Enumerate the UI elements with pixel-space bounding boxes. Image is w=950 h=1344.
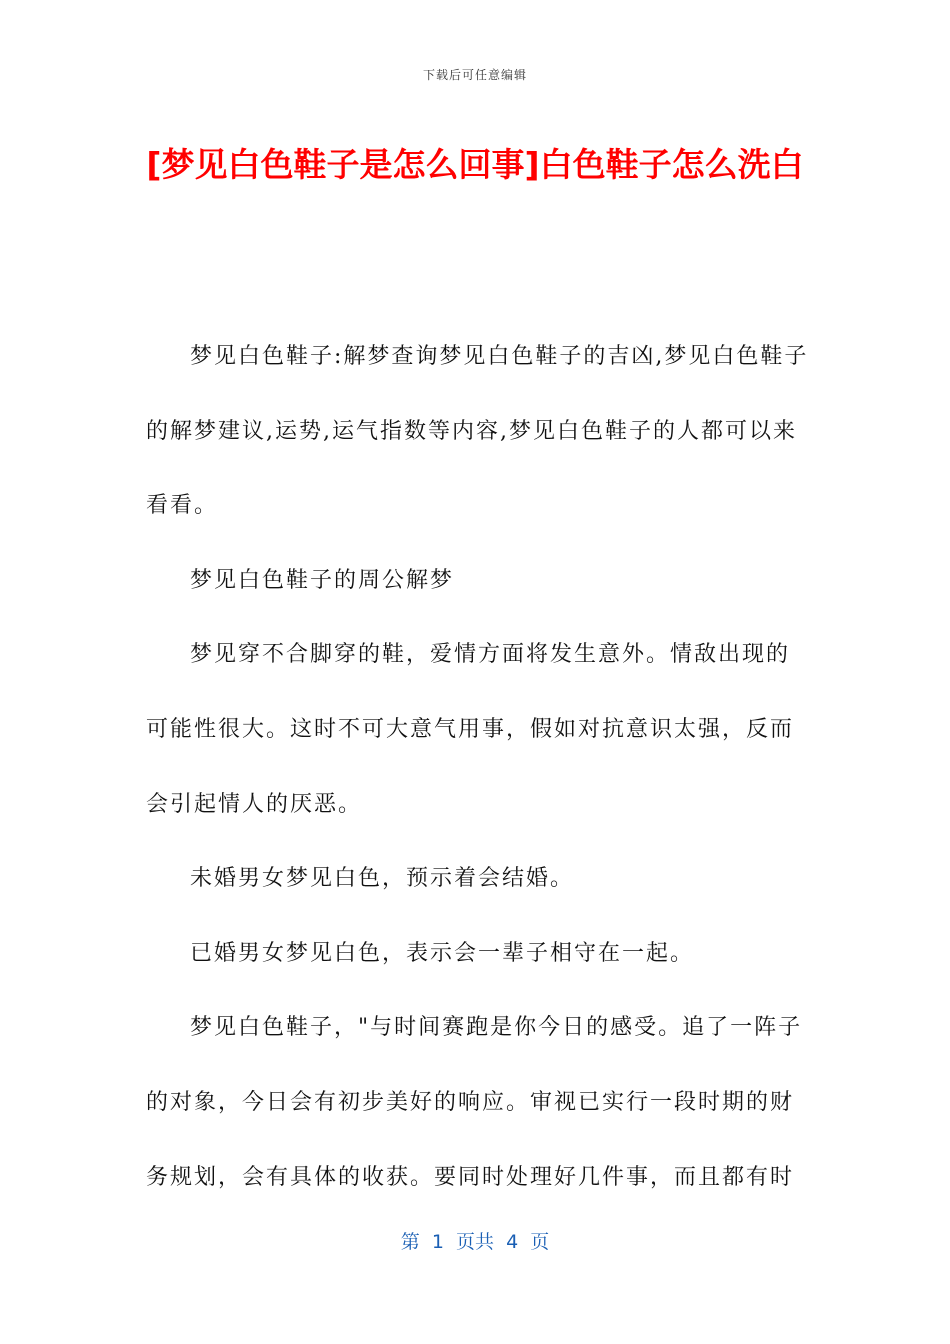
document-body: [146, 320, 810, 1215]
page-number-footer: 第 1 页共 4 页: [400, 1231, 550, 1253]
header-note: 下载后可任意编辑: [422, 68, 527, 82]
paragraph-2: 梦见白色鞋子的周公解梦: [190, 567, 455, 593]
paragraph-1: 梦见白色鞋子:解梦查询梦见白色鞋子的吉凶,梦见白色鞋子的解梦建议,运势,运气指数等内容,梦见白色鞋子的人都可以来看看。: [146, 344, 809, 519]
paragraph-3: 梦见穿不合脚穿的鞋，爱情方面将发生意外。情敌出现的可能性很大。这时不可大意气用事，假如对抗意识太强，反而会引起情人的厌恶。: [146, 642, 795, 817]
paragraph-4: 未婚男女梦见白色，预示着会结婚。: [190, 866, 575, 892]
paragraph-5: 已婚男女梦见白色，表示会一辈子相守在一起。: [190, 940, 695, 966]
document-title: [梦见白色鞋子是怎么回事]白色鞋子怎么洗白: [146, 145, 804, 184]
paragraph-6: 梦见白色鞋子，"与时间赛跑是你今日的感受。追了一阵子的对象，今日会有初步美好的响应。审视已实行一段时期的财务规划，会有具体的收获。要同时处理好几件事，而且都有时: [146, 1015, 803, 1190]
